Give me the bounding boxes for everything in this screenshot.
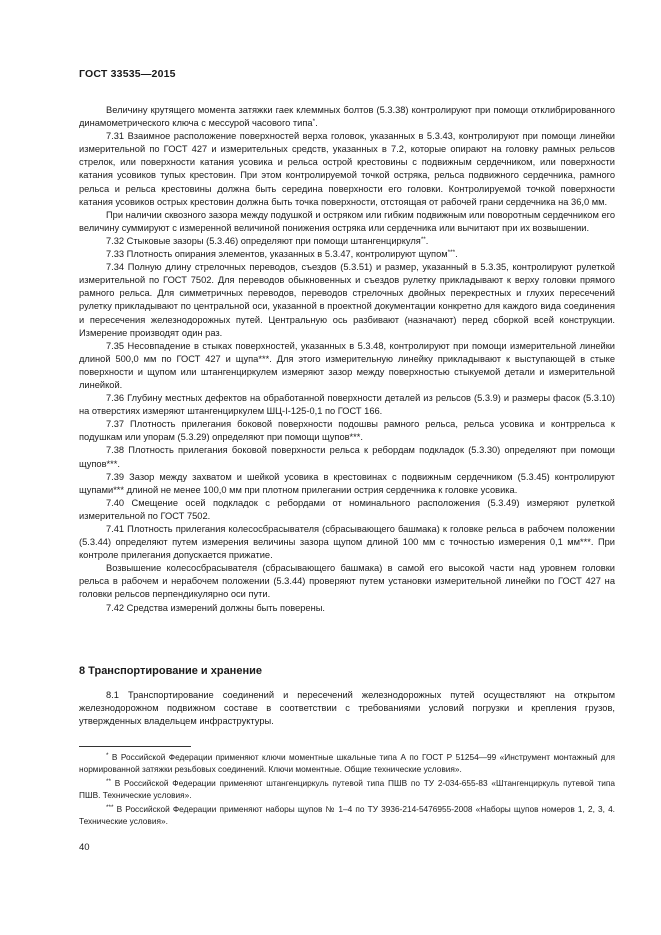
paragraph: 7.36 Глубину местных дефектов на обработанной поверхности деталей из рельсов (5.3.9) и размеры фасок (5.3.10) на отверстиях измеряют штангенциркулем ШЦ-I-125-0,1 по ГОСТ 166. — [79, 393, 615, 417]
paragraph: 7.40 Смещение осей подкладок с ребордами от номинального расположения (5.3.49) измеряют рулеткой измерительной по ГОСТ 7502. — [79, 497, 615, 521]
paragraph: 7.34 Полную длину стрелочных переводов, съездов (5.3.51) и размер, указанный в 5.3.35, контролируют рулеткой измерительной по ГОСТ 7502. Для переводов обыкновенных и съездов рулетку прикладывают к верху головки прямого рамного рельса. Для симметричных переводов, переводов стрелочных двойных перекрестных и глухих пересечений рулетку прикладывают по центральной оси, указанной в проектной документации конкретно для каждого вида соединения и пересечения железнодорожных путей. Центральную ось разбивают (назначают) перед сборкой всей конструкции. Измерение производят один раз. — [79, 262, 615, 338]
page-number: 40 — [79, 842, 90, 853]
paragraph: 7.41 Плотность прилегания колесосбрасывателя (сбрасывающего башмака) к головке рельса в рабочем положении (5.3.44) определяют путем измерения величины зазора щупом длиной 100 мм с точностью измерения 0,1 мм***. При контроле прилегания допускается прижатие. — [79, 524, 615, 561]
paragraph: 7.37 Плотность прилегания боковой поверхности подошвы рамного рельса, рельса усовика и контррельса к подушкам или упорам (5.3.29) определяют при помощи щупов***. — [79, 419, 615, 443]
footnotes — [79, 752, 615, 831]
body-text — [79, 104, 615, 615]
paragraph: 8.1 Транспортирование соединений и пересечений железнодорожных путей осуществляют на открытом железнодорожном подвижном составе в соответствии с требованиями условий погрузки и крепления грузов, утвержденных владельцем инфраструктуры. — [79, 690, 615, 727]
footnote: * В Российской Федерации применяют ключи моментные шкальные типа А по ГОСТ Р 51254—99 «Инструмент монтажный для нормированной затяжки резьбовых соединений. Ключи моментные. Общие технические условия». — [79, 752, 615, 774]
paragraph: Величину крутящего момента затяжки гаек клеммных болтов (5.3.38) контролируют при помощи отклибрированного динамометрического ключа с мессурой часового типа*. — [79, 105, 615, 129]
paragraph: 7.33 Плотность опирания элементов, указанных в 5.3.47, контролируют щупом***. — [106, 249, 458, 260]
paragraph: 7.35 Несовпадение в стыках поверхностей, указанных в 5.3.48, контролируют при помощи измерительной линейки длиной 500,0 мм по ГОСТ 427 и щупа***. Для этого измерительную линейку прикладывают к выступающей в стыке поверхности и щупом или штангенциркулем измеряют зазор между поверхностью стыкуемой детали и измерительной линейкой. — [79, 340, 615, 390]
paragraph: 7.31 Взаимное расположение поверхностей верха головок, указанных в 5.3.43, контролируют при помощи линейки измерительной по ГОСТ 427 и измерительных средств, указанных в 7.2, которые опирают на головку рамных рельсов стрелок, или поверхности катания усовика и рельса острой крестовины с подвижным сердечником, или поверхности катания усовиков тупых крестовин. При этом контролируемой точкой остряка, рельса подвижного сердечника, рамного рельса и рельса крестовины должна быть середина поверхности его головки. Контролируемой точкой поверхности катания усовиков острых крестовин должна быть точка поверхности, отстоящая от рабочей грани сердечника на 36,0 мм. — [79, 131, 615, 207]
paragraph: При наличии сквозного зазора между подушкой и остряком или гибким подвижным или поворотным сердечником его величину суммируют с измеренной величиной понижения остряка или сердечника или вычитают при их возвышении. — [79, 209, 615, 233]
section-text — [79, 689, 615, 728]
footnote: *** В Российской Федерации применяют наборы щупов № 1–4 по ТУ 3936-214-5476955-2008 «Наборы щупов номеров 1, 2, 3, 4. Технические условия». — [79, 804, 615, 826]
footnote: ** В Российской Федерации применяют штангенциркуль путевой типа ПШВ по ТУ 2-034-655-83 «Штангенциркуль путевой типа ПШВ. Технические условия». — [79, 778, 615, 800]
paragraph: Возвышение колесосбрасывателя (сбрасывающего башмака) в самой его высокой части над уровнем головки рельса в рабочем и нерабочем положении (5.3.44) проверяют путем установки измерительной линейки по ГОСТ 427 на головки рельсов перпендикулярно оси пути. — [79, 563, 615, 600]
document-header: ГОСТ 33535—2015 — [79, 68, 176, 80]
paragraph: 7.42 Средства измерений должны быть поверены. — [106, 602, 325, 613]
footnote-divider — [79, 746, 191, 747]
paragraph: 7.39 Зазор между захватом и шейкой усовика в крестовинах с подвижным сердечником (5.3.45) контролируют щупами*** длиной не менее 100,0 мм при плотном прилегании острия сердечника к головке усовика. — [79, 471, 615, 495]
paragraph: 7.32 Стыковые зазоры (5.3.46) определяют при помощи штангенциркуля**. — [106, 235, 429, 246]
section-heading: 8 Транспортирование и хранение — [79, 665, 262, 677]
paragraph: 7.38 Плотность прилегания боковой поверхности рельса к ребордам подкладок (5.3.30) определяют при помощи щупов***. — [79, 445, 615, 469]
